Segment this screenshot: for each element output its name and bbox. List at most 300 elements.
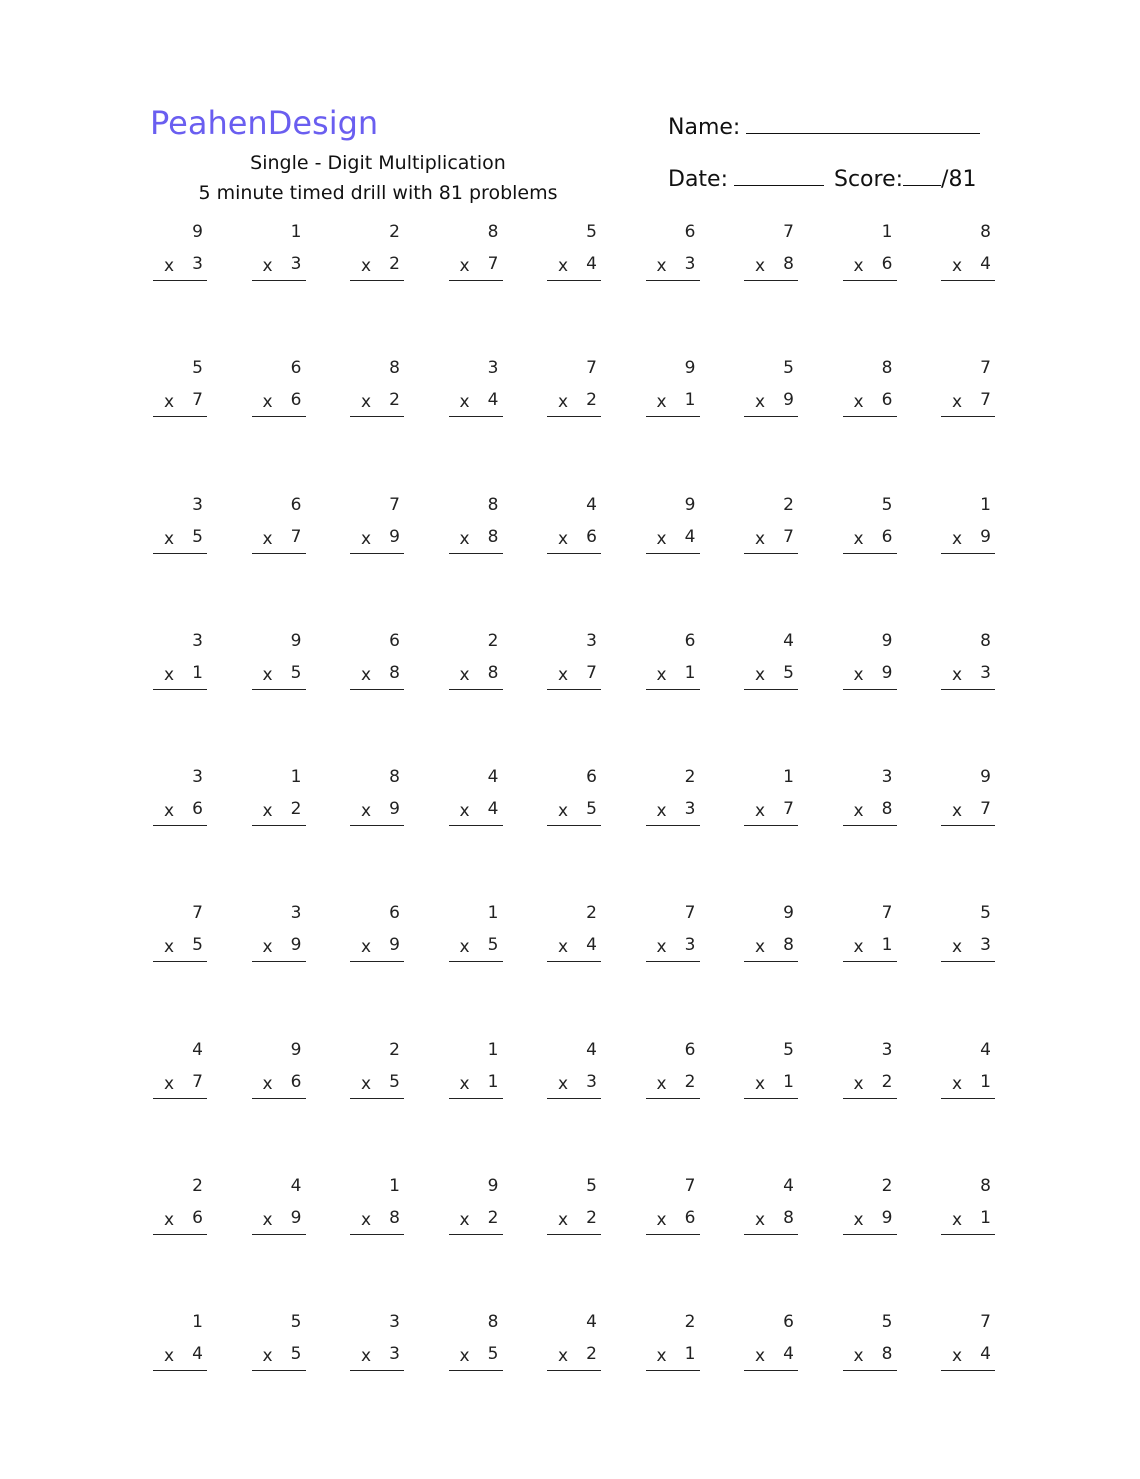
answer-line <box>252 390 306 417</box>
problem[interactable] <box>744 767 798 837</box>
problem[interactable] <box>941 903 995 973</box>
multiply-operator: x <box>755 392 766 413</box>
problem[interactable] <box>350 1176 404 1246</box>
multiply-operator: x <box>656 1073 667 1094</box>
multiplicand: 3 <box>487 358 499 379</box>
problem[interactable] <box>449 495 503 565</box>
answer-line <box>744 254 798 281</box>
multiplicand: 7 <box>980 1312 991 1333</box>
multiplicand: 6 <box>684 222 696 242</box>
answer-line <box>843 390 897 417</box>
problem[interactable] <box>449 767 503 837</box>
problem[interactable] <box>252 495 306 565</box>
answer-line <box>547 799 601 826</box>
problem[interactable] <box>744 631 798 701</box>
problem[interactable] <box>547 631 601 701</box>
multiplier: 1 <box>487 1071 499 1092</box>
multiplier: 7 <box>192 1071 203 1092</box>
multiplicand: 5 <box>192 358 203 379</box>
problem[interactable] <box>547 1040 601 1110</box>
multiply-operator: x <box>952 664 963 685</box>
multiplier: 2 <box>586 390 597 411</box>
multiplier: 4 <box>684 526 696 547</box>
multiply-operator: x <box>952 801 963 822</box>
problem[interactable] <box>646 903 700 973</box>
problem[interactable] <box>843 631 897 701</box>
multiplier: 7 <box>980 799 991 820</box>
answer-line <box>941 935 995 962</box>
multiplier: 8 <box>783 254 794 274</box>
multiplicand: 6 <box>783 1312 794 1333</box>
problem[interactable] <box>843 1312 897 1382</box>
multiplicand: 2 <box>487 630 499 651</box>
multiply-operator: x <box>262 392 273 413</box>
problem[interactable] <box>547 222 601 292</box>
multiply-operator: x <box>952 937 963 958</box>
answer-line <box>547 663 601 690</box>
multiplier: 6 <box>881 254 893 274</box>
multiplier: 1 <box>980 1208 991 1229</box>
multiply-operator: x <box>558 1073 569 1094</box>
multiply-operator: x <box>952 1073 963 1094</box>
multiplier: 3 <box>980 935 991 956</box>
multiplier: 5 <box>487 935 499 956</box>
problem[interactable] <box>744 1176 798 1246</box>
problem[interactable] <box>153 222 207 292</box>
problem[interactable] <box>547 358 601 428</box>
problem[interactable] <box>252 1312 306 1382</box>
answer-line <box>449 527 503 554</box>
answer-line <box>449 254 503 281</box>
multiplicand: 6 <box>290 494 302 515</box>
multiply-operator: x <box>459 1073 470 1094</box>
score-blank[interactable] <box>903 165 941 186</box>
multiply-operator: x <box>262 664 273 685</box>
answer-line <box>843 1208 897 1235</box>
multiplicand: 3 <box>881 767 893 788</box>
answer-line <box>350 390 404 417</box>
multiplier: 1 <box>192 662 203 683</box>
problem[interactable] <box>350 767 404 837</box>
worksheet-description: 5 minute timed drill with 81 problems <box>198 182 558 204</box>
multiply-operator: x <box>459 528 470 549</box>
problem[interactable] <box>941 495 995 565</box>
multiplier: 8 <box>389 662 400 683</box>
multiplicand: 9 <box>290 630 302 651</box>
multiplier: 6 <box>881 526 893 547</box>
problem[interactable] <box>941 1040 995 1110</box>
answer-line <box>153 1208 207 1235</box>
problem[interactable] <box>350 1312 404 1382</box>
multiplier: 9 <box>881 1208 893 1229</box>
answer-line <box>449 1072 503 1099</box>
problem[interactable] <box>449 222 503 292</box>
multiplicand: 7 <box>684 1176 696 1197</box>
multiply-operator: x <box>262 256 273 276</box>
multiplier: 1 <box>684 390 696 411</box>
problem[interactable] <box>350 222 404 292</box>
multiplier: 1 <box>881 935 893 956</box>
problem[interactable] <box>646 1312 700 1382</box>
problem[interactable] <box>744 358 798 428</box>
answer-line <box>449 390 503 417</box>
multiply-operator: x <box>558 1210 569 1231</box>
multiplicand: 8 <box>881 358 893 379</box>
problem[interactable] <box>547 767 601 837</box>
problem[interactable] <box>153 1040 207 1110</box>
answer-line <box>350 1344 404 1371</box>
multiplier: 1 <box>783 1071 794 1092</box>
problem[interactable] <box>153 631 207 701</box>
multiplier: 4 <box>586 254 597 274</box>
multiply-operator: x <box>262 1210 273 1231</box>
answer-line <box>941 799 995 826</box>
problem[interactable] <box>941 1312 995 1382</box>
multiplicand: 4 <box>980 1039 991 1060</box>
multiply-operator: x <box>656 256 667 276</box>
answer-line <box>449 1344 503 1371</box>
multiplier: 3 <box>684 254 696 274</box>
problem[interactable] <box>646 495 700 565</box>
multiplier: 3 <box>684 935 696 956</box>
problem[interactable] <box>350 358 404 428</box>
multiply-operator: x <box>361 937 372 958</box>
multiplicand: 4 <box>192 1039 203 1060</box>
multiply-operator: x <box>164 937 175 958</box>
problem[interactable] <box>252 358 306 428</box>
multiply-operator: x <box>164 256 175 276</box>
date-field[interactable] <box>668 165 824 192</box>
answer-line <box>744 1072 798 1099</box>
problem[interactable] <box>153 767 207 837</box>
date-blank[interactable] <box>734 165 824 186</box>
problem[interactable] <box>843 1176 897 1246</box>
multiply-operator: x <box>361 256 372 276</box>
answer-line <box>350 935 404 962</box>
problem[interactable] <box>646 1040 700 1110</box>
multiplier: 8 <box>783 935 794 956</box>
multiplicand: 1 <box>783 767 794 788</box>
answer-line <box>646 935 700 962</box>
problem[interactable] <box>843 903 897 973</box>
answer-line <box>646 254 700 281</box>
multiplicand: 7 <box>389 494 400 515</box>
multiply-operator: x <box>558 256 569 276</box>
multiplicand: 4 <box>783 630 794 651</box>
problem[interactable] <box>153 358 207 428</box>
multiplicand: 6 <box>684 1039 696 1060</box>
multiplicand: 1 <box>290 222 302 242</box>
answer-line <box>941 1072 995 1099</box>
multiplicand: 3 <box>586 630 597 651</box>
multiplier: 9 <box>389 799 400 820</box>
multiply-operator: x <box>459 256 470 276</box>
problem[interactable] <box>252 767 306 837</box>
multiply-operator: x <box>755 937 766 958</box>
problem[interactable] <box>744 903 798 973</box>
multiplicand: 1 <box>487 903 499 924</box>
problem[interactable] <box>646 1176 700 1246</box>
multiplicand: 7 <box>783 222 794 242</box>
multiplier: 1 <box>684 1344 696 1365</box>
score-label: Score: <box>834 167 904 192</box>
multiplier: 9 <box>389 526 400 547</box>
problem[interactable] <box>449 1176 503 1246</box>
multiplicand: 9 <box>980 767 991 788</box>
problem[interactable] <box>252 903 306 973</box>
multiplier: 8 <box>881 1344 893 1365</box>
multiplicand: 2 <box>684 767 696 788</box>
problem[interactable] <box>252 1176 306 1246</box>
answer-line <box>744 1208 798 1235</box>
problem[interactable] <box>252 222 306 292</box>
answer-line <box>744 390 798 417</box>
answer-line <box>646 663 700 690</box>
multiplicand: 9 <box>881 630 893 651</box>
multiply-operator: x <box>656 664 667 685</box>
multiply-operator: x <box>952 392 963 413</box>
multiplicand: 9 <box>290 1039 302 1060</box>
problem[interactable] <box>941 358 995 428</box>
multiplicand: 5 <box>586 222 597 242</box>
multiply-operator: x <box>361 1346 372 1367</box>
answer-line <box>843 254 897 281</box>
problem[interactable] <box>843 495 897 565</box>
answer-line <box>941 1208 995 1235</box>
multiplier: 9 <box>980 526 991 547</box>
multiply-operator: x <box>853 1073 864 1094</box>
multiply-operator: x <box>361 392 372 413</box>
multiplicand: 8 <box>980 1176 991 1197</box>
problem[interactable] <box>547 495 601 565</box>
multiplier: 2 <box>389 390 400 411</box>
answer-line <box>744 935 798 962</box>
problem[interactable] <box>744 1312 798 1382</box>
answer-line <box>449 935 503 962</box>
multiplicand: 2 <box>389 222 400 242</box>
multiplicand: 3 <box>389 1312 400 1333</box>
problem[interactable] <box>744 222 798 292</box>
answer-line <box>449 1208 503 1235</box>
multiplier: 6 <box>290 390 302 411</box>
multiply-operator: x <box>262 1346 273 1367</box>
multiplier: 8 <box>487 662 499 683</box>
problem[interactable] <box>449 1312 503 1382</box>
multiplicand: 7 <box>586 358 597 379</box>
problem[interactable] <box>547 1312 601 1382</box>
problem[interactable] <box>153 495 207 565</box>
score-field[interactable] <box>834 165 976 192</box>
multiply-operator: x <box>558 801 569 822</box>
multiplier: 4 <box>586 935 597 956</box>
multiplicand: 1 <box>192 1312 203 1333</box>
multiplicand: 6 <box>586 767 597 788</box>
multiply-operator: x <box>755 1073 766 1094</box>
multiplier: 9 <box>290 935 302 956</box>
worksheet-title: Single - Digit Multiplication <box>250 152 506 174</box>
multiplier: 6 <box>192 799 203 820</box>
multiply-operator: x <box>952 1210 963 1231</box>
multiply-operator: x <box>558 528 569 549</box>
multiplicand: 2 <box>586 903 597 924</box>
multiply-operator: x <box>361 1073 372 1094</box>
problem[interactable] <box>350 631 404 701</box>
multiplier: 5 <box>389 1071 400 1092</box>
answer-line <box>646 799 700 826</box>
multiplicand: 8 <box>487 222 499 242</box>
multiplicand: 1 <box>389 1176 400 1197</box>
answer-line <box>941 663 995 690</box>
multiplier: 9 <box>290 1208 302 1229</box>
multiplicand: 1 <box>290 767 302 788</box>
multiplier: 6 <box>881 390 893 411</box>
multiplicand: 2 <box>881 1176 893 1197</box>
problem[interactable] <box>547 1176 601 1246</box>
multiplicand: 1 <box>980 494 991 515</box>
problem[interactable] <box>646 222 700 292</box>
problem[interactable] <box>350 495 404 565</box>
multiplier: 4 <box>980 254 991 274</box>
problem[interactable] <box>153 1312 207 1382</box>
multiply-operator: x <box>361 528 372 549</box>
answer-line <box>646 1344 700 1371</box>
answer-line <box>547 1344 601 1371</box>
multiplicand: 5 <box>881 1312 893 1333</box>
multiplier: 7 <box>192 390 203 411</box>
score-total: /81 <box>941 167 977 192</box>
multiply-operator: x <box>459 801 470 822</box>
multiplier: 1 <box>980 1071 991 1092</box>
date-label: Date: <box>668 167 728 192</box>
multiplier: 5 <box>586 799 597 820</box>
multiply-operator: x <box>952 256 963 276</box>
answer-line <box>153 1344 207 1371</box>
name-blank[interactable] <box>746 113 980 134</box>
answer-line <box>646 390 700 417</box>
multiply-operator: x <box>361 664 372 685</box>
multiplier: 6 <box>290 1071 302 1092</box>
answer-line <box>252 527 306 554</box>
answer-line <box>449 663 503 690</box>
answer-line <box>843 527 897 554</box>
answer-line <box>941 390 995 417</box>
multiplicand: 5 <box>783 1039 794 1060</box>
answer-line <box>252 1344 306 1371</box>
multiplicand: 9 <box>192 222 203 242</box>
answer-line <box>153 254 207 281</box>
problem[interactable] <box>646 358 700 428</box>
problem[interactable] <box>941 222 995 292</box>
answer-line <box>252 1208 306 1235</box>
multiply-operator: x <box>853 1210 864 1231</box>
answer-line <box>350 799 404 826</box>
multiplier: 6 <box>192 1208 203 1229</box>
problem[interactable] <box>449 903 503 973</box>
problem[interactable] <box>350 1040 404 1110</box>
answer-line <box>547 935 601 962</box>
problem[interactable] <box>843 767 897 837</box>
multiply-operator: x <box>558 392 569 413</box>
multiplicand: 1 <box>487 1039 499 1060</box>
problem[interactable] <box>843 358 897 428</box>
multiplicand: 4 <box>586 1312 597 1333</box>
multiplier: 1 <box>684 662 696 683</box>
multiplier: 7 <box>783 799 794 820</box>
problem[interactable] <box>449 1040 503 1110</box>
problem[interactable] <box>252 1040 306 1110</box>
problem[interactable] <box>449 631 503 701</box>
problem[interactable] <box>941 631 995 701</box>
multiplier: 8 <box>389 1208 400 1229</box>
problem[interactable] <box>153 903 207 973</box>
multiplicand: 3 <box>192 767 203 788</box>
multiplier: 8 <box>783 1208 794 1229</box>
multiplier: 5 <box>487 1344 499 1365</box>
multiply-operator: x <box>853 256 864 276</box>
multiply-operator: x <box>755 528 766 549</box>
answer-line <box>350 1208 404 1235</box>
problem[interactable] <box>252 631 306 701</box>
multiplier: 7 <box>487 254 499 274</box>
answer-line <box>350 1072 404 1099</box>
multiplicand: 4 <box>290 1176 302 1197</box>
problem[interactable] <box>744 495 798 565</box>
answer-line <box>843 935 897 962</box>
multiply-operator: x <box>853 528 864 549</box>
multiplicand: 6 <box>389 903 400 924</box>
problem[interactable] <box>646 631 700 701</box>
multiplicand: 3 <box>290 903 302 924</box>
answer-line <box>153 527 207 554</box>
problem[interactable] <box>350 903 404 973</box>
multiplier: 5 <box>192 526 203 547</box>
multiply-operator: x <box>558 664 569 685</box>
multiplier: 3 <box>290 254 302 274</box>
multiply-operator: x <box>755 256 766 276</box>
multiplier: 2 <box>487 1208 499 1229</box>
problem[interactable] <box>547 903 601 973</box>
problem[interactable] <box>646 767 700 837</box>
multiplier: 4 <box>783 1344 794 1365</box>
multiplicand: 4 <box>586 494 597 515</box>
name-field[interactable] <box>668 113 980 140</box>
multiply-operator: x <box>164 392 175 413</box>
multiplier: 7 <box>980 390 991 411</box>
answer-line <box>744 527 798 554</box>
problem[interactable] <box>153 1176 207 1246</box>
multiply-operator: x <box>262 937 273 958</box>
problem[interactable] <box>843 222 897 292</box>
problem[interactable] <box>744 1040 798 1110</box>
multiplier: 3 <box>192 254 203 274</box>
multiplier: 4 <box>192 1344 203 1365</box>
multiply-operator: x <box>558 1346 569 1367</box>
answer-line <box>350 527 404 554</box>
multiplicand: 2 <box>389 1039 400 1060</box>
answer-line <box>547 1208 601 1235</box>
multiplier: 3 <box>389 1344 400 1365</box>
problem[interactable] <box>941 1176 995 1246</box>
problem[interactable] <box>843 1040 897 1110</box>
answer-line <box>449 799 503 826</box>
problem[interactable] <box>941 767 995 837</box>
multiplicand: 8 <box>487 494 499 515</box>
multiply-operator: x <box>853 937 864 958</box>
multiplicand: 6 <box>389 630 400 651</box>
problem[interactable] <box>449 358 503 428</box>
multiplicand: 9 <box>684 358 696 379</box>
answer-line <box>547 1072 601 1099</box>
